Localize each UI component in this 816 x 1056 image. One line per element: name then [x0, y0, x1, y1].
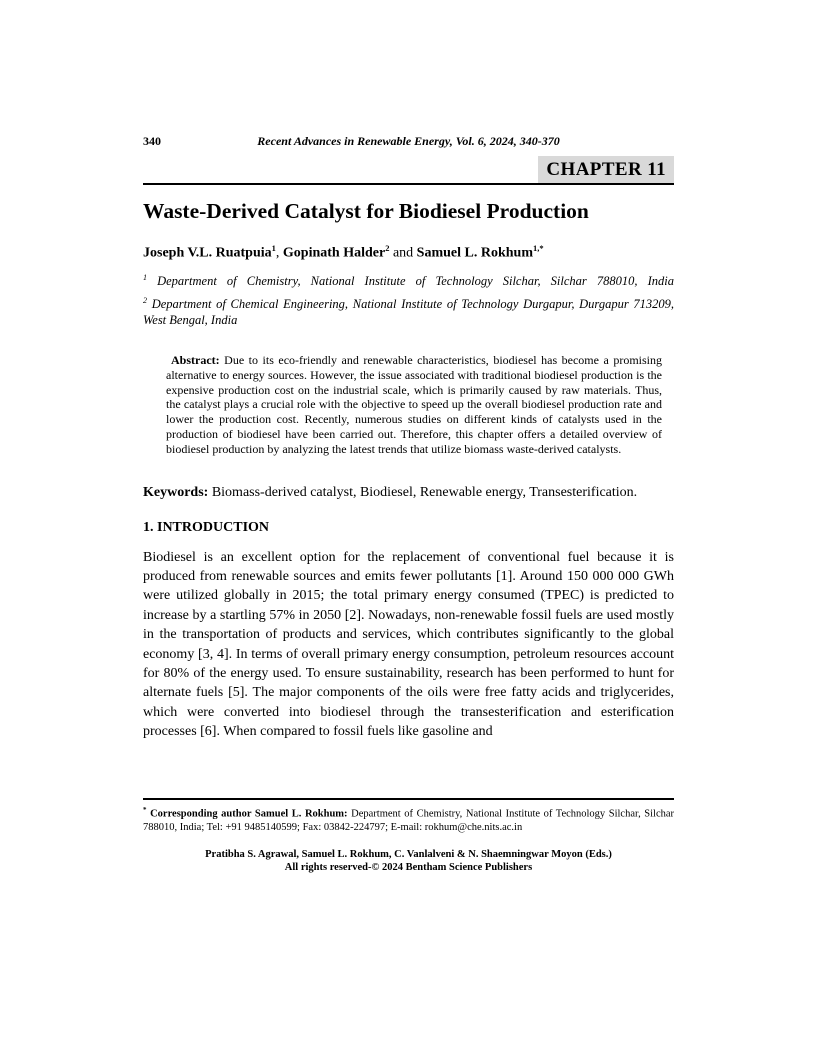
chapter-title: Waste-Derived Catalyst for Biodiesel Production: [143, 199, 589, 223]
running-title: Recent Advances in Renewable Energy, Vol. 6, 2024, 340-370: [257, 134, 560, 148]
affiliation-1: [143, 270, 674, 289]
authors-conjunction: and: [389, 245, 417, 261]
authors-separator: ,: [275, 245, 283, 261]
author-name-3: Samuel L. Rokhum: [416, 245, 533, 261]
authors-line: [143, 239, 674, 263]
footnote-area: [143, 798, 674, 875]
footnote-marker: *: [143, 806, 147, 814]
affiliation-superscript-1: 1: [143, 272, 147, 282]
author-superscript-2: 2: [385, 243, 390, 253]
book-footer: [143, 848, 674, 875]
abstract-label: Abstract:: [171, 352, 220, 367]
copyright-line: All rights reserved-© 2024 Bentham Science Publishers: [284, 862, 533, 873]
book-editors-line: Pratibha S. Agrawal, Samuel L. Rokhum, C. Vanlalveni & N. Shaemningwar Moyon (Eds.): [205, 848, 612, 860]
intro-paragraph: Biodiesel is an excellent option for the replacement of conventional fuel because it is produced from renewable sources and emits fewer pollutants [1]. Around 150 000 000 GWh were utilized globally in 2015; the total primary energy consumed (TPEC) is predicted to increase by a startling 57% in 2050 [2]. Nowadays, non-renewable fossil fuels are used mostly in the transportation of products and services, which contributes significantly to the global economy [3, 4]. In terms of overall primary energy consumption, petroleum resources account for 80% of the energy used. To ensure sustainability, research has been performed to hunt for alternate fuels [5]. The major components of the oils were free fatty acids and triglycerides, which were converted into biodiesel through the transesterification and esterification processes [6]. When compared to fossil fuels like gasoline and: [143, 549, 674, 740]
author-name-1: Joseph V.L. Ruatpuia: [143, 245, 272, 261]
footnote-label: Corresponding author Samuel L. Rokhum:: [150, 808, 348, 820]
page-number: 340: [143, 134, 161, 148]
author-name-2: Gopinath Halder: [282, 245, 386, 261]
keywords-text: Biomass-derived catalyst, Biodiesel, Renewable energy, Transesterification.: [211, 484, 638, 500]
abstract-text: Due to its eco-friendly and renewable characteristics, biodiesel has become a promising alternative to energy sources. However, the issue associated with traditional biodiesel production is the expensive production cost on the industrial scale, which is primarily caused by raw materials. Thus, the catalyst plays a crucial role with the objective to speed up the overall biodiesel production rate and lower the production cost. Recently, numerous studies on different kinds of catalysts used in the production of biodiesel have been carried out. Therefore, this chapter offers a detailed overview of biodiesel production by analyzing the latest trends that utilize biomass waste-derived catalysts.: [166, 352, 662, 456]
keywords-paragraph: [143, 483, 674, 503]
author-superscript-1: 1: [271, 243, 276, 253]
affiliation-text-2: Department of Chemical Engineering, National Institute of Technology Durgapur, Durgapur 713209, West Bengal, India: [143, 296, 675, 327]
footnote-body: Department of Chemistry, National Institute of Technology Silchar, Silchar 788010, India; Tel: +91 9485140599; Fax: 03842-224797; E-mail: rokhum@che.nits.ac.in: [143, 808, 675, 833]
keywords-label: Keywords:: [143, 484, 209, 500]
affiliation-2: [143, 293, 674, 328]
page-header: [143, 134, 674, 149]
section-heading-introduction: 1. INTRODUCTION: [143, 519, 270, 535]
chapter-badge: CHAPTER 11: [538, 156, 674, 183]
footnote-text: [143, 804, 674, 834]
author-superscript-3: 1,*: [532, 243, 544, 253]
affiliations-block: [143, 270, 674, 328]
affiliation-superscript-2: 2: [143, 295, 147, 305]
chapter-rule-row: [143, 156, 674, 185]
abstract-paragraph: [166, 353, 662, 457]
page-content: [143, 134, 674, 742]
affiliation-text-1: Department of Chemistry, National Institute of Technology Silchar, Silchar 788010, India: [157, 273, 674, 288]
